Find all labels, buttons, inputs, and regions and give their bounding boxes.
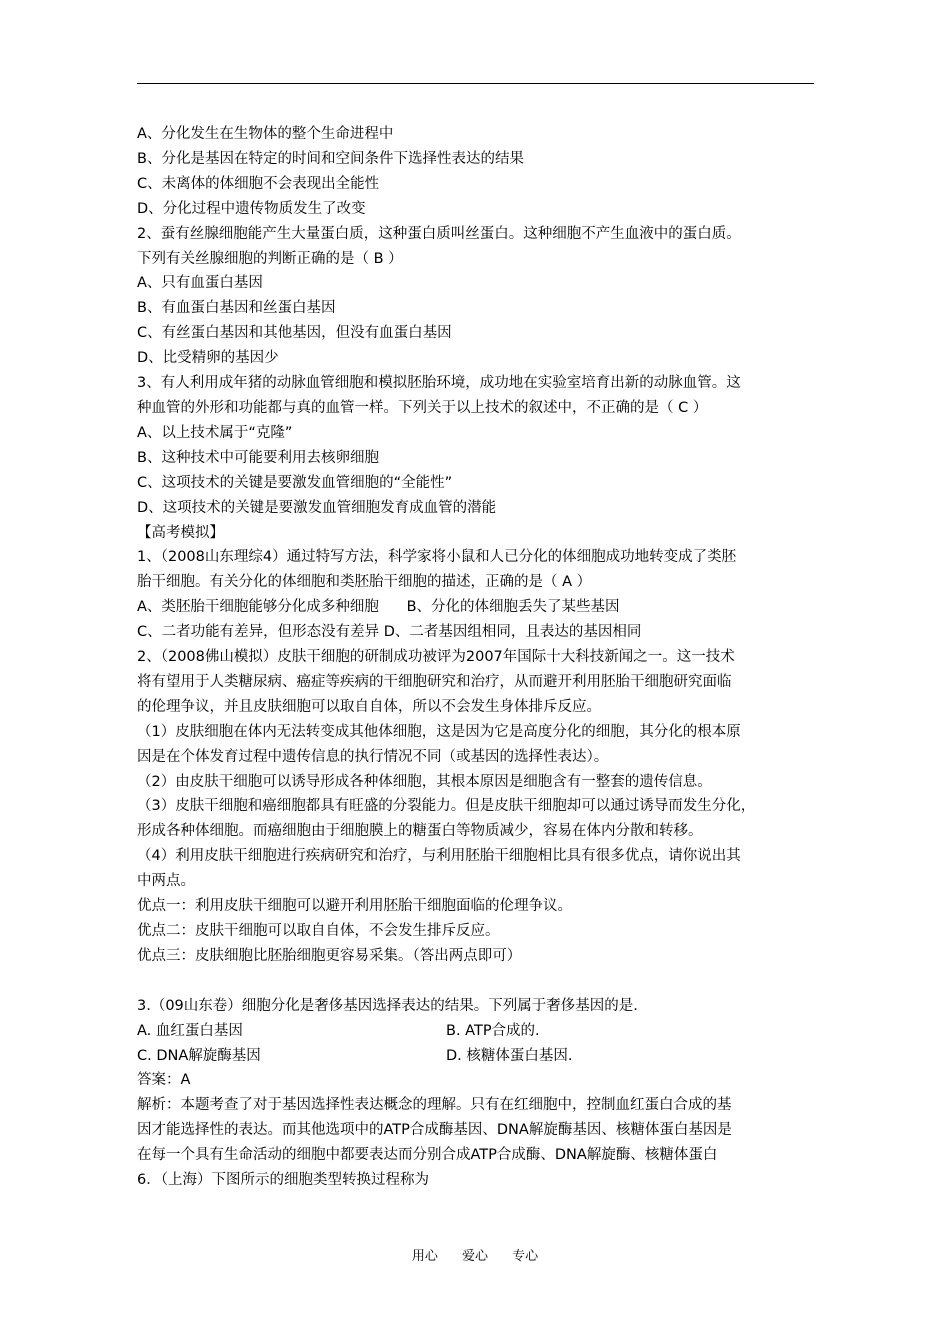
options-row xyxy=(137,1044,817,1069)
text-line: （1）皮肤细胞在体内无法转变成其他体细胞，这是因为它是高度分化的细胞，其分化的根本原 xyxy=(137,723,741,740)
text-line: （3）皮肤干细胞和癌细胞都具有旺盛的分裂能力。但是皮肤干细胞却可以通过诱导而发生分化， xyxy=(137,798,756,815)
option-a: A. 血红蛋白基因 xyxy=(137,1022,243,1039)
text-line: 因是在个体发育过程中遗传信息的执行情况不同（或基因的选择性表达）。 xyxy=(137,748,609,765)
header-rule xyxy=(137,83,814,84)
text-line: C、有丝蛋白基因和其他基因，但没有血蛋白基因 xyxy=(137,325,452,342)
text-line: B、有血蛋白基因和丝蛋白基因 xyxy=(137,300,336,317)
text-line: D、这项技术的关键是要激发血管细胞发育成血管的潜能 xyxy=(137,499,497,516)
question-stem: 3.（09山东卷）细胞分化是奢侈基因选择表达的结果。下列属于奢侈基因的是. xyxy=(137,997,638,1014)
text-line: D、比受精卵的基因少 xyxy=(137,350,279,367)
text-line: 中两点。 xyxy=(137,873,195,890)
option-c: C. DNA解旋酶基因 xyxy=(137,1047,261,1064)
footer-text: 专心 xyxy=(512,1249,539,1264)
option-d: D. 核糖体蛋白基因. xyxy=(446,1047,573,1064)
document-body xyxy=(137,122,817,1193)
text-line: 胎干细胞。有关分化的体细胞和类胚胎干细胞的描述，正确的是（ A ） xyxy=(137,574,592,591)
text-line: A、分化发生在生物体的整个生命进程中 xyxy=(137,126,394,142)
text-line: C、未离体的体细胞不会表现出全能性 xyxy=(137,175,380,192)
text-line: （4）利用皮肤干细胞进行疾病研究和治疗，与利用胚胎干细胞相比具有很多优点，请你说出其 xyxy=(137,848,741,865)
text-line: 2、（2008佛山模拟）皮肤干细胞的研制成功被评为2007年国际十大科技新闻之一。这一技术 xyxy=(137,649,735,666)
option-b: B. ATP合成的. xyxy=(446,1022,540,1039)
footer-text: 爱心 xyxy=(461,1249,488,1264)
footer-text: 用心 xyxy=(411,1249,438,1264)
text-line: 将有望用于人类糖尿病、癌症等疾病的干细胞研究和治疗，从而避开利用胚胎干细胞研究面临 xyxy=(137,673,732,690)
text-line: 优点一：利用皮肤干细胞可以避开利用胚胎干细胞面临的伦理争议。 xyxy=(137,898,572,915)
text-line: 下列有关丝腺细胞的判断正确的是（ B ） xyxy=(137,250,403,267)
section-heading: 【高考模拟】 xyxy=(137,524,224,541)
text-line: 形成各种体细胞。而癌细胞由于细胞膜上的糖蛋白等物质减少，容易在体内分散和转移。 xyxy=(137,823,703,840)
text-line: 1、（2008山东理综4）通过特写方法，科学家将小鼠和人已分化的体细胞成功地转变成了类胚 xyxy=(137,549,737,566)
answer: 答案：A xyxy=(137,1072,191,1089)
text-line: 优点二：皮肤干细胞可以取自自体，不会发生排斥反应。 xyxy=(137,923,500,939)
text-line: A、以上技术属于“克隆” xyxy=(137,424,293,441)
question-stem: 6．（上海）下图所示的细胞类型转换过程称为 xyxy=(137,1172,429,1189)
text-line: D、分化过程中遗传物质发生了改变 xyxy=(137,200,366,217)
text-line: A、只有血蛋白基因 xyxy=(137,275,263,292)
text-line: C、这项技术的关键是要激发血管细胞的“全能性” xyxy=(137,474,453,491)
text-line: （2）由皮肤干细胞可以诱导形成各种体细胞，其根本原因是细胞含有一整套的遗传信息。 xyxy=(137,773,712,790)
text-line: 优点三：皮肤细胞比胚胎细胞更容易采集。（答出两点即可） xyxy=(137,947,522,964)
analysis-line: 因才能选择性的表达。而其他选项中的ATP合成酶基因、DNA解旋酶基因、核糖体蛋白基因是 xyxy=(137,1122,732,1139)
text-line: 3、有人利用成年猪的动脉血管细胞和模拟胚胎环境，成功地在实验室培育出新的动脉血管。这 xyxy=(137,375,741,392)
analysis-line: 在每一个具有生命活动的细胞中都要表达而分别合成ATP合成酶、DNA解旋酶、核糖体蛋白 xyxy=(137,1147,718,1164)
text-line: 种血管的外形和功能都与真的血管一样。下列关于以上技术的叙述中，不正确的是（ C ） xyxy=(137,399,708,416)
analysis-line: 解析：本题考查了对于基因选择性表达概念的理解。只有在红细胞中，控制血红蛋白合成的基 xyxy=(137,1097,732,1114)
text-line: 2、蚕有丝腺细胞能产生大量蛋白质，这种蛋白质叫丝蛋白。这种细胞不产生血液中的蛋白质。 xyxy=(137,225,741,242)
page-footer xyxy=(0,1245,950,1264)
text-line: B、分化是基因在特定的时间和空间条件下选择性表达的结果 xyxy=(137,150,524,167)
text-line: C、二者功能有差异，但形态没有差异 D、二者基因组相同，且表达的基因相同 xyxy=(137,624,642,641)
blank-line xyxy=(137,969,817,994)
text-line: B、这种技术中可能要利用去核卵细胞 xyxy=(137,449,379,466)
text-line: 的伦理争议，并且皮肤细胞可以取自自体，所以不会发生身体排斥反应。 xyxy=(137,698,601,715)
text-line: A、类胚胎干细胞能够分化成多种细胞 B、分化的体细胞丢失了某些基因 xyxy=(137,599,620,616)
options-row xyxy=(137,1019,817,1044)
